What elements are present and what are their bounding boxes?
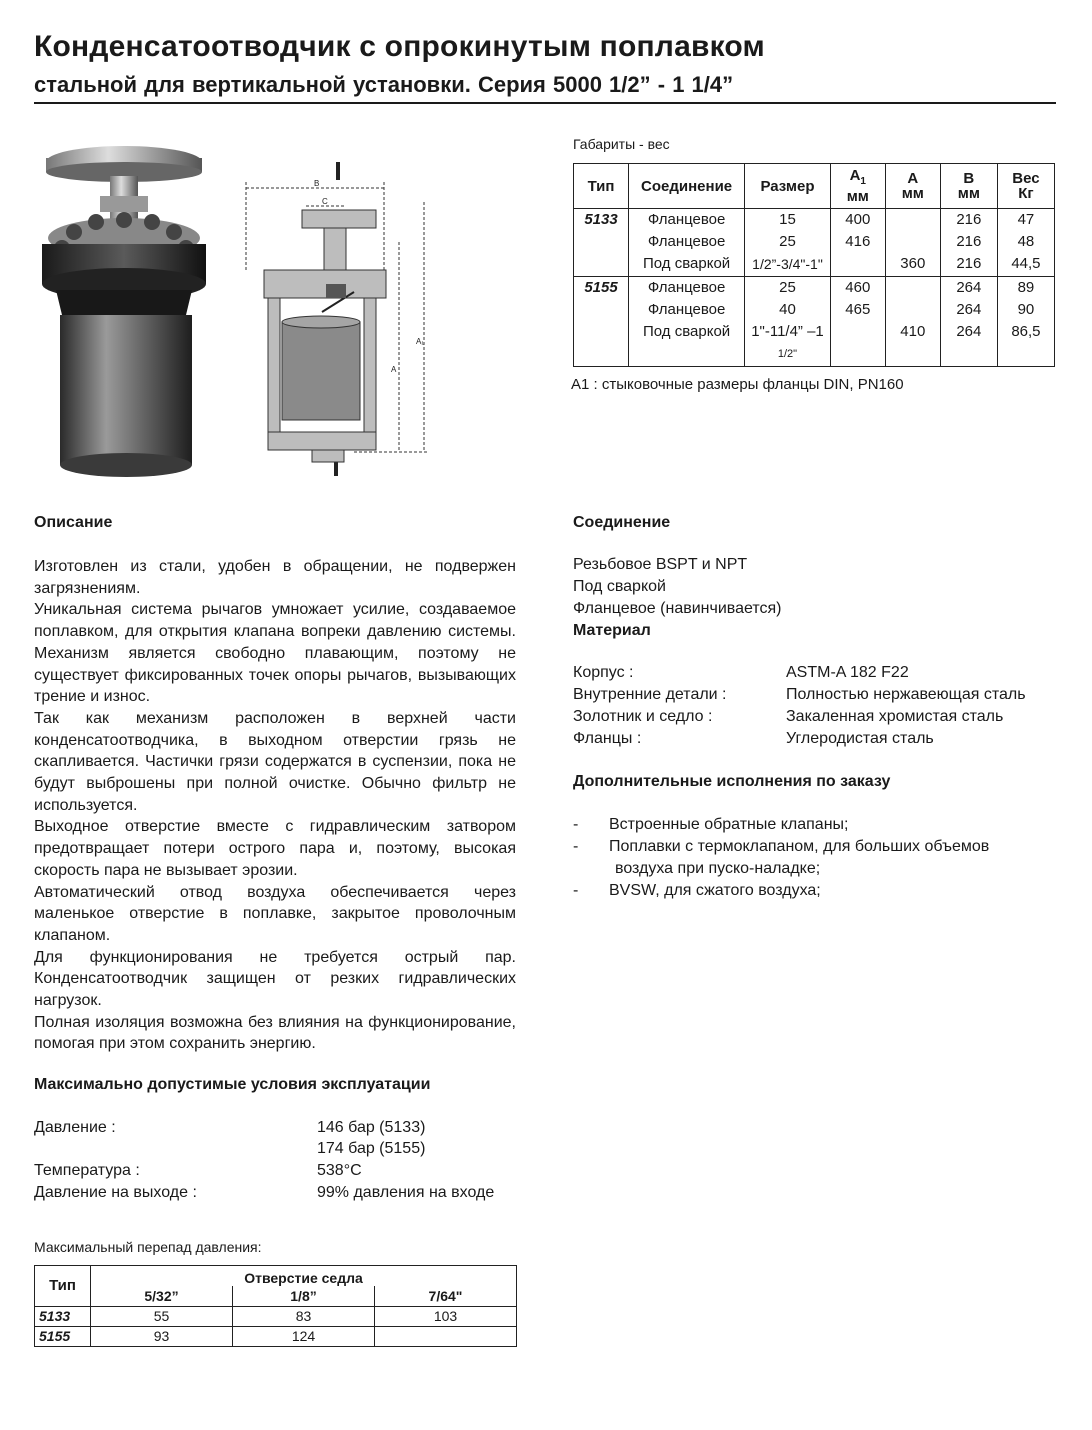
material-value: Полностью нержавеющая сталь bbox=[786, 686, 1026, 703]
page-title: Конденсатоотводчик с опрокинутым поплавком bbox=[34, 30, 765, 63]
option-bullet: - bbox=[573, 838, 579, 855]
option-item: Поплавки с термоклапаном, для больших объемов bbox=[609, 838, 990, 855]
description-paragraph: Для функционирования не требуется острый пар. Конденсатоотводчик защищен от резких гидравлических нагрузок. bbox=[34, 948, 516, 1010]
description-paragraph: Автоматический отвод воздуха обеспечивается через маленькое отверстие в поплавке, закрытое проволочным клапаном. bbox=[34, 883, 516, 944]
connection-item: Резьбовое BSPT и NPT bbox=[573, 556, 748, 573]
header-a1: $A_1$ мм bbox=[830, 164, 885, 209]
option-item: BVSW, для сжатого воздуха; bbox=[609, 882, 821, 899]
dimensions-table bbox=[573, 163, 1055, 367]
header-connection: Соединение bbox=[629, 164, 745, 209]
option-item: Встроенные обратные клапаны; bbox=[609, 816, 849, 833]
header-a: A мм bbox=[885, 164, 940, 209]
dims-note: A1 : стыковочные размеры фланцы DIN, PN160 bbox=[571, 376, 904, 393]
option-bullet: - bbox=[573, 882, 579, 899]
pressure-col: 7/64" bbox=[375, 1286, 517, 1306]
header-weight: Вес Кг bbox=[997, 164, 1054, 209]
connection-heading: Соединение bbox=[573, 514, 671, 531]
header-divider bbox=[34, 102, 1056, 104]
material-value: ASTM-A 182 F22 bbox=[786, 664, 909, 681]
dim-label-c: C bbox=[322, 197, 328, 206]
material-label: Золотник и седло : bbox=[573, 708, 713, 725]
option-bullet: - bbox=[573, 816, 579, 833]
pressure-col: 5/32” bbox=[91, 1286, 233, 1306]
page-subtitle: стальной для вертикальной установки. Серия 5000 1/2” - 1 1/4” bbox=[34, 72, 734, 97]
dim-label-a1: A₁ bbox=[416, 337, 425, 346]
table-row: 5155 93 124 bbox=[35, 1326, 517, 1346]
description-paragraph: Изготовлен из стали, удобен в обращении, не подвержен загрязнениям. bbox=[34, 558, 516, 597]
cross-section-drawing bbox=[234, 162, 434, 478]
condition-label: Температура : bbox=[34, 1162, 140, 1179]
description-paragraph: Полная изоляция возможна без влияния на функционирование, помогая при этом сохранить энергию. bbox=[34, 1013, 516, 1053]
connection-item: Фланцевое (навинчивается) bbox=[573, 600, 782, 617]
pressure-header-group: Отверстие седла bbox=[91, 1266, 517, 1287]
condition-value: 146 бар (5133) bbox=[317, 1119, 426, 1136]
dim-label-b: B bbox=[314, 179, 320, 188]
condition-value: 174 бар (5155) bbox=[317, 1140, 426, 1157]
table-row: 5155 Фланцевое Фланцевое Под сваркой 25 40 1"-11/4” –1 1/2" 460 465 410 264 264 264 89 90 86,5 bbox=[574, 276, 1055, 366]
description-paragraph: Так как механизм расположен в верхней части конденсатоотводчика, в выходном отверстии грязь не скапливается. Частички грязи содержатся в суспензии, пока не будут выброшены при полной очистке. Обычно фильтр не используется. bbox=[34, 709, 516, 814]
options-heading: Дополнительные исполнения по заказу bbox=[573, 773, 891, 790]
table-row: 5133 Фланцевое Фланцевое Под сваркой 15 25 1/2”-3/4"-1" 400 416 360 216 216 216 47 48 44,5 bbox=[574, 209, 1055, 277]
pressure-header-type: Тип bbox=[35, 1266, 91, 1307]
material-label: Фланцы : bbox=[573, 730, 642, 747]
dim-label-a: A bbox=[391, 365, 397, 374]
header-b: B мм bbox=[940, 164, 997, 209]
condition-value: 538°C bbox=[317, 1162, 362, 1179]
material-heading: Материал bbox=[573, 622, 651, 639]
dims-caption: Габариты - вес bbox=[573, 136, 670, 152]
table-row: 5133 55 83 103 bbox=[35, 1306, 517, 1326]
material-value: Закаленная хромистая сталь bbox=[786, 708, 1004, 725]
material-value: Углеродистая сталь bbox=[786, 730, 934, 747]
material-label: Корпус : bbox=[573, 664, 634, 681]
condition-label: Давление : bbox=[34, 1119, 116, 1136]
description-heading: Описание bbox=[34, 514, 113, 531]
conditions-heading: Максимально допустимые условия эксплуатации bbox=[34, 1076, 431, 1093]
description-body bbox=[34, 556, 516, 1055]
description-paragraph: Уникальная система рычагов умножает усилие, создаваемое поплавком, для открытия клапана вопреки давлению системы. Механизм является свободно плавающим, поэтому не существует фиксированных точек опоры рычагов, вызывающих трение и износ. bbox=[34, 601, 516, 706]
description-paragraph: Выходное отверстие вместе с гидравлическим затвором предотвращает потери острого пара и, поэтому, высокая скорость пара не вызывает эрозии. bbox=[34, 818, 516, 879]
pressure-table bbox=[34, 1265, 517, 1347]
pressure-col: 1/8” bbox=[233, 1286, 375, 1306]
pressure-caption: Максимальный перепад давления: bbox=[34, 1239, 262, 1255]
condition-label: Давление на выходе : bbox=[34, 1184, 197, 1201]
material-label: Внутренние детали : bbox=[573, 686, 727, 703]
condition-value: 99% давления на входе bbox=[317, 1184, 495, 1201]
product-photo bbox=[34, 140, 212, 485]
header-size: Размер bbox=[745, 164, 831, 209]
option-item-continued: воздуха при пуско-наладке; bbox=[615, 860, 821, 877]
connection-item: Под сваркой bbox=[573, 578, 666, 595]
header-type: Тип bbox=[574, 164, 629, 209]
